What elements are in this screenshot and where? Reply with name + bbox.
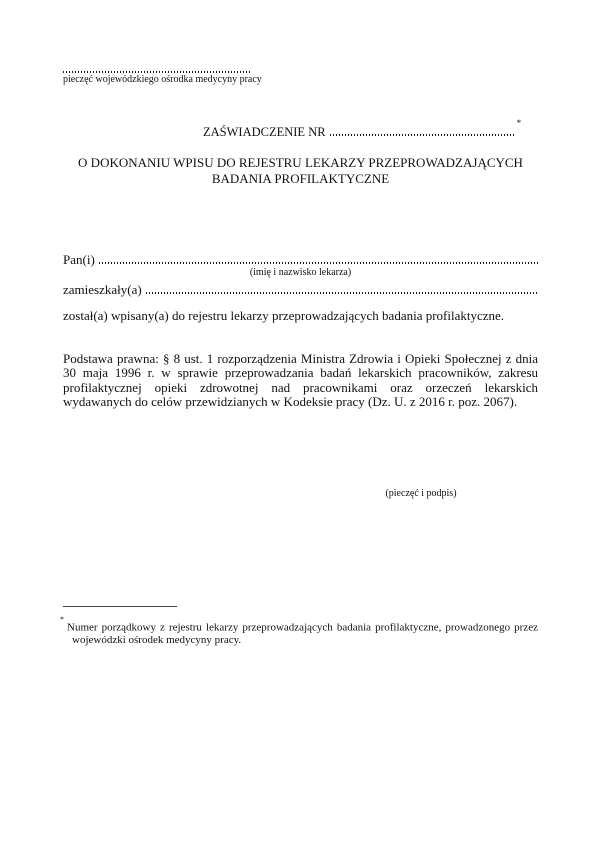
footnote-text: Numer porządkowy z rejestru lekarzy przeprowadzających badania profilaktyczne, prowadzonego przez wojewódzki ośrodek medycyny pracy. <box>67 621 538 647</box>
footnote-marker: * <box>60 614 64 624</box>
legal-basis-paragraph: Podstawa prawna: § 8 ust. 1 rozporządzenia Ministra Zdrowia i Opieki Społecznej z dnia 30 maja 1996 r. w sprawie przeprowadzania badań lekarskich pracowników, zakresu profilaktycznej opieki zdrowotnej nad pracownikami oraz orzeczeń lekarskich wydawanych do celów przewidzianych w Kodeksie pracy (Dz. U. z 2016 r. poz. 2067). <box>63 350 538 410</box>
footnote <box>60 614 538 648</box>
document-subtitle <box>63 155 538 188</box>
signature-caption: (pieczęć i podpis) <box>385 487 457 499</box>
stamp-fill-line <box>63 71 251 73</box>
stamp-caption: pieczęć wojewódzkiego ośrodka medycyny pracy <box>63 73 262 85</box>
name-caption: (imię i nazwisko lekarza) <box>249 266 352 278</box>
footnote-separator-line <box>63 606 177 607</box>
certificate-number-fill-line <box>330 134 516 136</box>
residence-field-row <box>63 282 538 297</box>
residence-fill-line <box>146 292 538 294</box>
name-fill-line <box>99 262 538 264</box>
name-label: Pan(i) <box>63 251 95 267</box>
subtitle-line-2: BADANIA PROFILAKTYCZNE <box>211 171 390 187</box>
registration-statement: został(a) wpisany(a) do rejestru lekarzy przeprowadzających badania profilaktyczne. <box>63 307 505 323</box>
subtitle-line-1: O DOKONANIU WPISU DO REJESTRU LEKARZY PRZEPROWADZAJĄCYCH <box>78 154 523 170</box>
title-footnote-marker: * <box>516 117 522 128</box>
document-title <box>63 117 538 140</box>
name-field-row <box>63 252 538 267</box>
title-prefix: ZAŚWIADCZENIE NR <box>203 124 326 139</box>
residence-label: zamieszkały(a) <box>63 281 142 297</box>
